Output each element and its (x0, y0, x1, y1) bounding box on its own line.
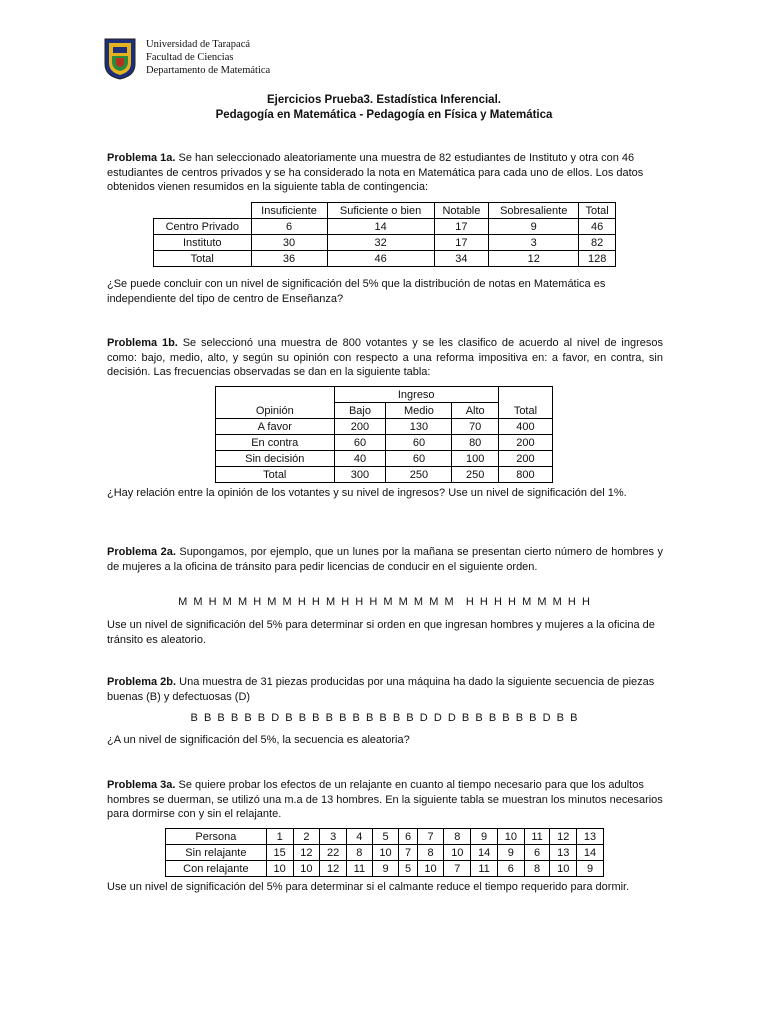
table-cell: 14 (577, 845, 604, 861)
table-cell: 200 (498, 451, 552, 467)
table-row (216, 387, 553, 403)
table-cell: 400 (498, 419, 552, 435)
table-cell: 10 (444, 845, 471, 861)
table-cell: 32 (327, 235, 434, 251)
table-cell: 17 (434, 219, 488, 235)
problem-1b-question: ¿Hay relación entre la opinión de los votantes y su nivel de ingresos? Use un nivel de significación del 1%. (107, 487, 627, 499)
table-cell: 22 (320, 845, 347, 861)
table-cell: 6 (251, 219, 327, 235)
table-cell: 11 (471, 861, 498, 877)
table-cell: 10 (266, 861, 293, 877)
table-header: 13 (577, 829, 604, 845)
table-header: Insuficiente (251, 203, 327, 219)
table-cell: 9 (489, 219, 579, 235)
table-cell: 80 (452, 435, 498, 451)
table-cell: 800 (498, 467, 552, 483)
table-header: 4 (347, 829, 373, 845)
table-header: Persona (166, 829, 267, 845)
table-header: Suficiente o bien (327, 203, 434, 219)
table-cell: 7 (444, 861, 471, 877)
table-cell: 14 (327, 219, 434, 235)
problem-3a-question: Use un nivel de significación del 5% para determinar si el calmante reduce el tiempo requerido para dormir. (107, 881, 630, 893)
table-cell (154, 203, 252, 219)
table-cell: 200 (498, 435, 552, 451)
problem-1a-question: ¿Se puede concluir con un nivel de significación del 5% que la distribución de notas en Matemática es independiente del tipo de centro de Enseñanza? (107, 278, 606, 305)
table-header: Medio (386, 403, 452, 419)
problem-label: Problema 1b. (107, 337, 178, 349)
problem-text: Una muestra de 31 piezas producidas por una máquina ha dado la siguiente secuencia de piezas buenas (B) y defectuosas (D) (107, 676, 655, 703)
table-row (154, 219, 616, 235)
table-row (166, 845, 604, 861)
table-header: 12 (550, 829, 577, 845)
table-cell: 30 (251, 235, 327, 251)
contingency-table-1a (153, 202, 616, 267)
faculty-name: Facultad de Ciencias (146, 52, 234, 63)
table-cell: 40 (334, 451, 386, 467)
table-cell: 60 (386, 435, 452, 451)
institution-header (104, 38, 270, 80)
table-cell: Con relajante (166, 861, 267, 877)
table-row (216, 435, 553, 451)
table-header: Alto (452, 403, 498, 419)
table-cell: 6 (497, 861, 524, 877)
problem-2a-question: Use un nivel de significación del 5% para determinar si orden en que ingresan hombres y mujeres a la oficina de tránsito es aleatorio. (107, 619, 655, 646)
table-cell: Total (216, 467, 335, 483)
problem-text: Supongamos, por ejemplo, que un lunes por la mañana se presentan cierto número de hombres y de mujeres a la oficina de tránsito para pedir licencias de conducir en el siguiente orden. (107, 546, 663, 573)
table-cell: 10 (293, 861, 320, 877)
table-cell: 46 (579, 219, 616, 235)
table-cell: 3 (489, 235, 579, 251)
frequency-table-1b (215, 386, 553, 483)
problem-2b-question: ¿A un nivel de significación del 5%, la secuencia es aleatoria? (107, 734, 410, 746)
table-cell: 130 (386, 419, 452, 435)
table-cell: 46 (327, 251, 434, 267)
university-crest-icon (104, 38, 136, 80)
table-cell: Centro Privado (154, 219, 252, 235)
problem-text: Se han seleccionado aleatoriamente una muestra de 82 estudiantes de Instituto y otra con 46 estudiantes de centros privados y se ha considerado la nota en Matemática para cada uno de ellos. Los datos obtenidos vienen resumidos en la siguiente tabla de contingencia: (107, 152, 644, 193)
table-header: 10 (497, 829, 524, 845)
table-cell: Instituto (154, 235, 252, 251)
table-cell: 82 (579, 235, 616, 251)
problem-text: Se seleccionó una muestra de 800 votantes y se les clasifico de acuerdo al nivel de ingresos como: bajo, medio, alto, y según su opinión con respecto a una reforma impositiva en: a favor, en contra, sin decisión. Las frecuencias observadas se dan en la siguiente tabla: (107, 337, 663, 378)
table-cell: Total (154, 251, 252, 267)
table-header: 3 (320, 829, 347, 845)
problem-2a-statement (107, 545, 663, 574)
table-cell: 6 (524, 845, 550, 861)
table-cell: 10 (417, 861, 444, 877)
table-header: 8 (444, 829, 471, 845)
table-cell: 9 (372, 861, 399, 877)
table-header: Total (498, 387, 552, 419)
table-header: Ingreso (334, 387, 498, 403)
table-cell: 9 (497, 845, 524, 861)
table-cell: 100 (452, 451, 498, 467)
table-header: 1 (266, 829, 293, 845)
table-cell: Sin relajante (166, 845, 267, 861)
table-cell: 17 (434, 235, 488, 251)
table-cell: 128 (579, 251, 616, 267)
problem-1b-statement (107, 336, 663, 380)
table-cell: 36 (251, 251, 327, 267)
department-name: Departamento de Matemática (146, 65, 271, 76)
table-header: Opinión (216, 387, 335, 419)
problem-1a-statement (107, 151, 663, 195)
table-row (154, 251, 616, 267)
title-line-2: Pedagogía en Matemática - Pedagogía en Física y Matemática (215, 109, 553, 121)
table-header: Total (579, 203, 616, 219)
table-row (166, 829, 604, 845)
table-row (216, 451, 553, 467)
problem-label: Problema 2b. (107, 676, 177, 688)
table-cell: 60 (334, 435, 386, 451)
table-cell: 8 (347, 845, 373, 861)
table-cell: En contra (216, 435, 335, 451)
table-cell: Sin decisión (216, 451, 335, 467)
table-row (216, 467, 553, 483)
table-cell: A favor (216, 419, 335, 435)
table-cell: 10 (550, 861, 577, 877)
table-cell: 8 (417, 845, 444, 861)
problem-text: Se quiere probar los efectos de un relajante en cuanto al tiempo necesario para que los adultos hombres se duerman, se utilizó una m.a de 13 hombres. En la siguiente tabla se muestran los minutos necesarios para dormirse con y sin el relajante. (107, 779, 663, 820)
table-header: 5 (372, 829, 399, 845)
problem-label: Problema 3a. (107, 779, 176, 791)
table-cell: 15 (266, 845, 293, 861)
table-cell: 60 (386, 451, 452, 467)
problem-label: Problema 2a. (107, 546, 176, 558)
table-header: Notable (434, 203, 488, 219)
table-cell: 300 (334, 467, 386, 483)
problem-3a-statement (107, 778, 663, 822)
table-header: 6 (399, 829, 417, 845)
table-row (154, 203, 616, 219)
problem-2b-statement (107, 675, 663, 704)
table-cell: 7 (399, 845, 417, 861)
document-title (0, 93, 768, 123)
table-cell: 10 (372, 845, 399, 861)
title-line-1: Ejercicios Prueba3. Estadística Inferencial. (267, 94, 501, 106)
table-cell: 70 (452, 419, 498, 435)
table-header: 9 (471, 829, 498, 845)
table-cell: 9 (577, 861, 604, 877)
table-cell: 12 (489, 251, 579, 267)
table-header: 2 (293, 829, 320, 845)
sleep-time-table-3a (165, 828, 604, 877)
table-header: 11 (524, 829, 550, 845)
table-cell: 13 (550, 845, 577, 861)
table-cell: 14 (471, 845, 498, 861)
table-cell: 11 (347, 861, 373, 877)
sequence-2b: B B B B B B D B B B B B B B B B B D D D B B B B B B D B B (190, 712, 578, 724)
table-cell: 250 (452, 467, 498, 483)
sequence-2a: M M H M M H M M H H M H H H M M M M M H H H H M M M H H (178, 596, 590, 608)
table-cell: 12 (320, 861, 347, 877)
table-cell: 34 (434, 251, 488, 267)
table-cell: 8 (524, 861, 550, 877)
table-header: Bajo (334, 403, 386, 419)
university-name: Universidad de Tarapacá (146, 39, 251, 50)
table-row (216, 419, 553, 435)
problem-label: Problema 1a. (107, 152, 176, 164)
table-cell: 200 (334, 419, 386, 435)
table-header: 7 (417, 829, 444, 845)
table-row (166, 861, 604, 877)
table-cell: 250 (386, 467, 452, 483)
table-header: Sobresaliente (489, 203, 579, 219)
table-cell: 12 (293, 845, 320, 861)
table-row (154, 235, 616, 251)
table-cell: 5 (399, 861, 417, 877)
